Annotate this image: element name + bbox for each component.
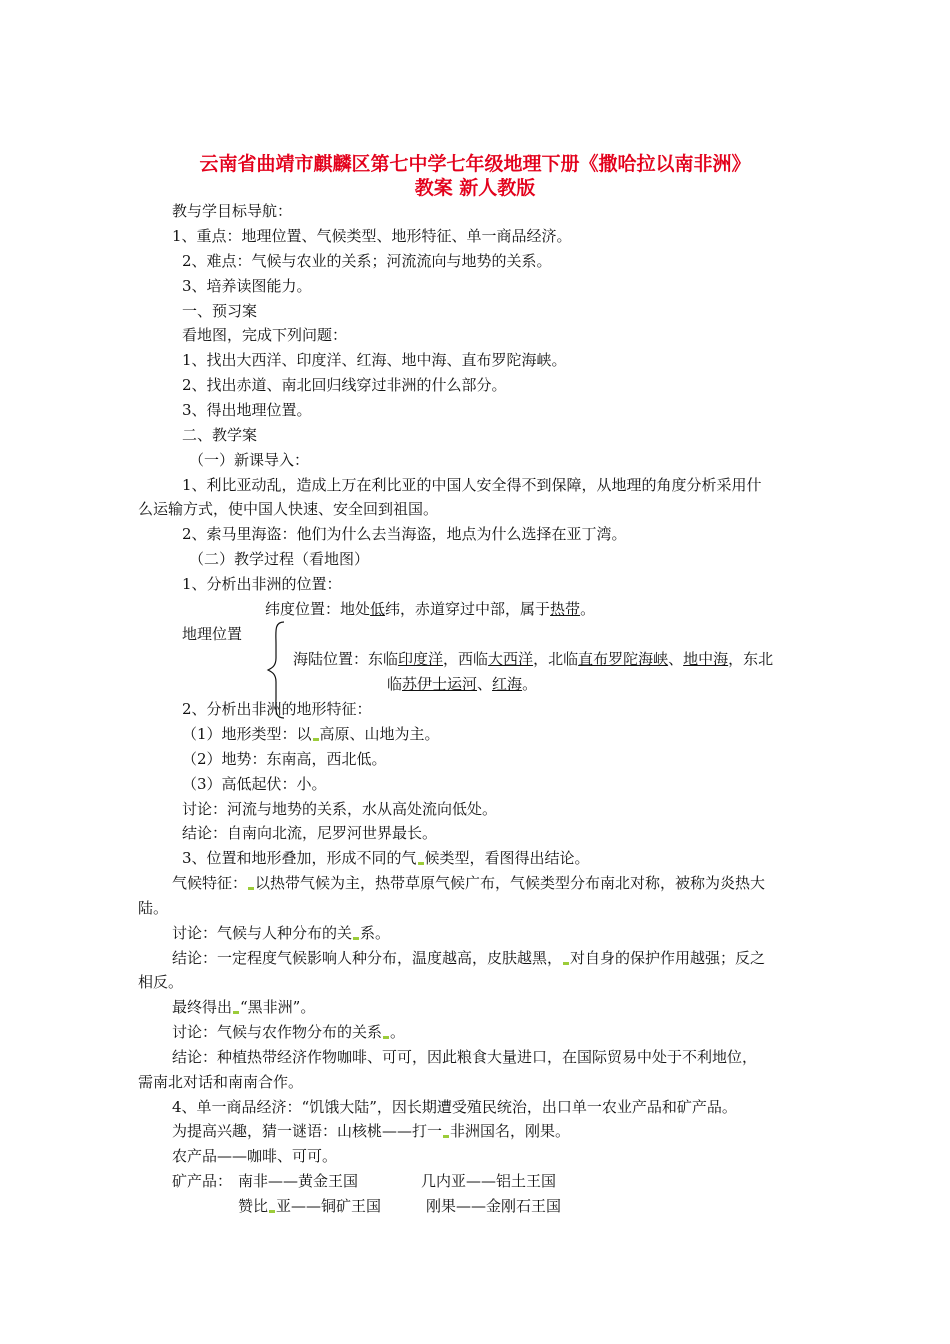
climate-a: 气候特征： (172, 874, 248, 892)
mineral-guinea: 几内亚——铝土王国 (421, 1172, 557, 1190)
intro-item-1b: 么运输方式，使中国人快速、安全回到祖国。 (138, 500, 439, 518)
teach-heading: 二、教学案 (182, 426, 258, 444)
riddle-b: 非洲国名，刚果。 (450, 1122, 571, 1140)
step-3a: 3、位置和地形叠加，形成不同的气 (182, 849, 417, 867)
sea-sep1: 、 (668, 650, 684, 668)
goal-3: 3、培养读图能力。 (182, 277, 312, 295)
final-result (172, 997, 315, 1017)
edit-mark (418, 862, 424, 865)
sea-end: 。 (522, 675, 538, 693)
terrain-3: （3）高低起伏：小。 (182, 775, 327, 793)
discussion-3 (172, 1022, 405, 1042)
agricultural-products: 农产品——咖啡、可可。 (172, 1147, 338, 1165)
discuss-3a: 讨论：气候与农作物分布的关系 (172, 1023, 383, 1041)
sea-position-line2 (387, 674, 537, 694)
latitude-position (265, 599, 595, 619)
sea-mediterranean: 地中海 (683, 650, 729, 668)
edit-mark (269, 1210, 275, 1213)
edit-mark (383, 1036, 389, 1039)
riddle (172, 1121, 570, 1141)
sea-indian-ocean: 印度洋 (398, 650, 444, 668)
sea-prefix: 海陆位置：东临 (293, 650, 399, 668)
final-b: “黑非洲”。 (240, 998, 316, 1016)
terrain-1a: （1）地形类型：以 (182, 725, 312, 743)
single-commodity-economy: 4、单一商品经济：“饥饿大陆”，因长期遭受殖民统治，出口单一农业产品和矿产品。 (172, 1098, 737, 1116)
mineral-3a: 赞比 (238, 1197, 269, 1215)
conclusion-2 (172, 948, 765, 968)
sea-suez: 苏伊士运河 (402, 675, 478, 693)
edit-mark (248, 887, 254, 890)
conclusion-3-end: 需南北对话和南南合作。 (138, 1073, 304, 1091)
climate-b: 以热带气候为主，热带草原气候广布，气候类型分布南北对称，被称为炎热大 (255, 874, 766, 892)
sea-atlantic: 大西洋 (488, 650, 534, 668)
conclusion-1: 结论：自南向北流，尼罗河世界最长。 (182, 824, 438, 842)
terrain-2: （2）地势：东南高，西北低。 (182, 750, 387, 768)
mineral-congo: 刚果——金刚石王国 (426, 1197, 562, 1215)
edit-mark (563, 962, 569, 965)
goal-2: 2、难点：气候与农业的关系；河流流向与地势的关系。 (182, 252, 552, 270)
goal-1: 1、重点：地理位置、气候类型、地形特征、单一商品经济。 (172, 227, 572, 245)
mineral-zambia (238, 1196, 381, 1216)
sea-position (293, 649, 773, 669)
preview-item-2: 2、找出赤道、南北回归线穿过非洲的什么部分。 (182, 376, 507, 394)
preview-heading: 一、预习案 (182, 302, 258, 320)
discuss-2a: 讨论：气候与人种分布的关 (172, 924, 353, 942)
sea-north: ，北临 (533, 650, 579, 668)
mineral-south-africa: 南非——黄金王国 (238, 1172, 359, 1190)
terrain-1b: 高原、山地为主。 (319, 725, 440, 743)
latitude-low: 低 (370, 600, 386, 618)
goals-heading: 教与学目标导航： (172, 202, 293, 220)
conclusion-3: 结论：种植热带经济作物咖啡、可可，因此粮食大量进口，在国际贸易中处于不利地位， (172, 1048, 758, 1066)
analysis-2: 2、分析出非洲的地形特征： (182, 700, 372, 718)
edit-mark (313, 738, 319, 741)
terrain-1 (182, 724, 440, 744)
sea-sep2: 、 (477, 675, 493, 693)
sea-line2-prefix: 临 (387, 675, 403, 693)
latitude-suffix: 。 (580, 600, 596, 618)
analysis-1: 1、分析出非洲的位置： (182, 575, 342, 593)
preview-item-1: 1、找出大西洋、印度洋、红海、地中海、直布罗陀海峡。 (182, 351, 567, 369)
riddle-a: 为提高兴趣，猜一谜语：山核桃——打一 (172, 1122, 443, 1140)
step-3b: 候类型，看图得出结论。 (424, 849, 590, 867)
title-line-2: 教案 新人教版 (414, 177, 536, 199)
intro-item-1a: 1、利比亚动乱，造成上万在利比亚的中国人安全得不到保障，从地理的角度分析采用什 (182, 476, 762, 494)
discuss-2b: 系。 (360, 924, 391, 942)
conclude-2a: 结论：一定程度气候影响人种分布，温度越高，皮肤越黑， (172, 949, 563, 967)
process-heading: （二）教学过程（看地图） (189, 550, 370, 568)
geo-position-label: 地理位置 (182, 625, 243, 643)
final-a: 最终得出 (172, 998, 233, 1016)
conclusion-2-end: 相反。 (138, 973, 184, 991)
latitude-mid: 纬，赤道穿过中部，属于 (385, 600, 551, 618)
conclude-2b: 对自身的保护作用越强；反之 (570, 949, 766, 967)
edit-mark (353, 937, 359, 940)
intro-heading: （一）新课导入： (189, 451, 310, 469)
step-3 (182, 848, 590, 868)
latitude-tropical: 热带 (550, 600, 581, 618)
preview-intro: 看地图，完成下列问题： (182, 326, 348, 344)
discussion-2 (172, 923, 390, 943)
climate-features (172, 873, 765, 893)
mineral-3b: 亚——铜矿王国 (276, 1197, 382, 1215)
preview-item-3: 3、得出地理位置。 (182, 401, 312, 419)
edit-mark (233, 1011, 239, 1014)
discussion-1: 讨论：河流与地势的关系，水从高处流向低处。 (182, 800, 498, 818)
latitude-prefix: 纬度位置：地处 (265, 600, 371, 618)
sea-east: ，东北 (728, 650, 774, 668)
intro-item-2: 2、索马里海盗：他们为什么去当海盗，地点为什么选择在亚丁湾。 (182, 525, 627, 543)
sea-west: ，西临 (443, 650, 489, 668)
climate-features-end: 陆。 (138, 899, 169, 917)
edit-mark (443, 1135, 449, 1138)
sea-gibraltar: 直布罗陀海峡 (578, 650, 669, 668)
sea-red: 红海 (492, 675, 523, 693)
discuss-3b: 。 (390, 1023, 406, 1041)
title-line-1: 云南省曲靖市麒麟区第七中学七年级地理下册《撒哈拉以南非洲》 (199, 153, 751, 175)
mineral-label: 矿产品： (172, 1172, 233, 1190)
